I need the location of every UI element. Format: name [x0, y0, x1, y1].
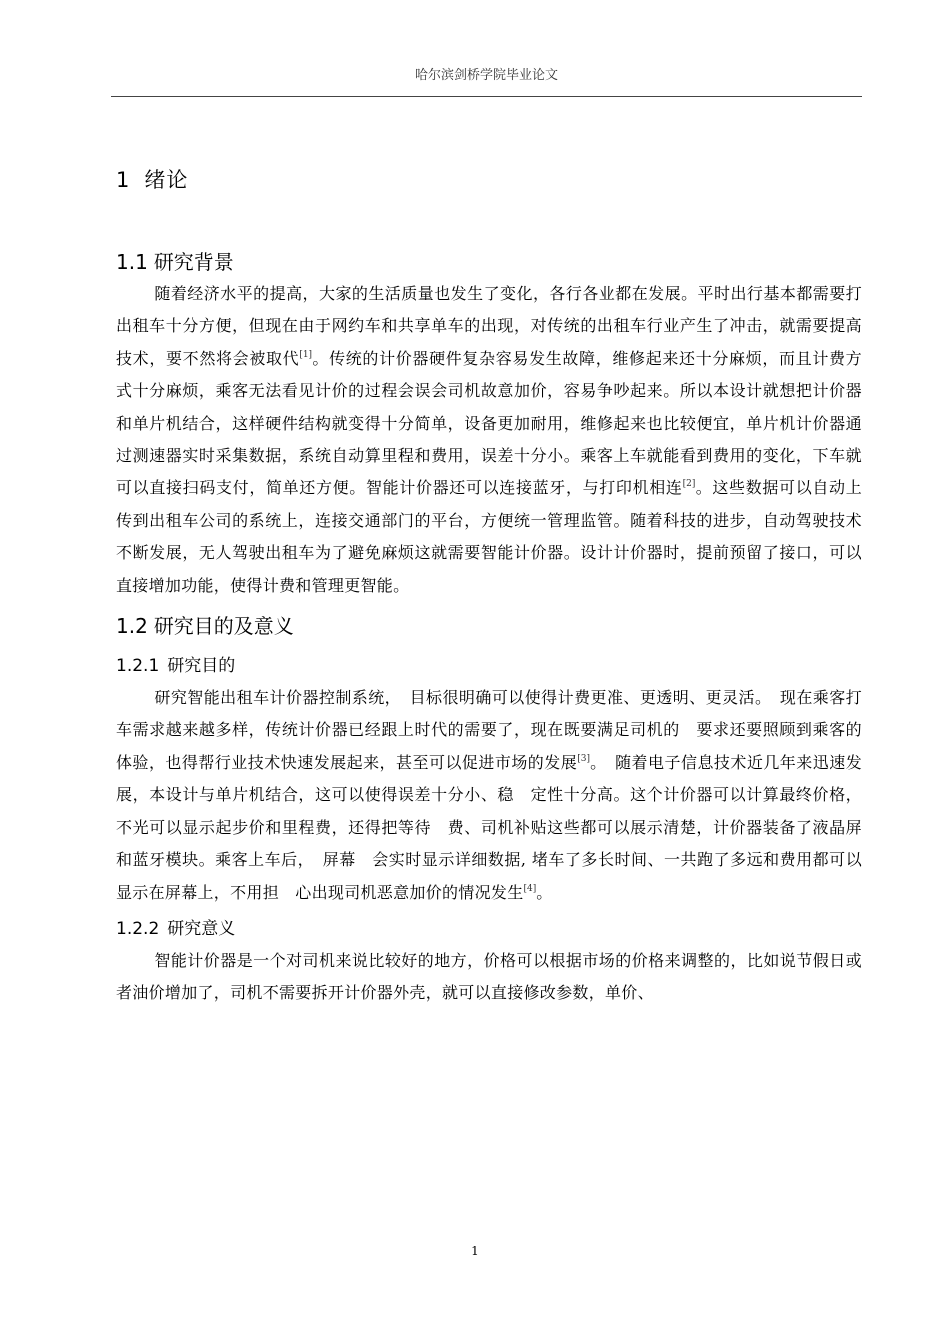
chapter-number: 1	[116, 168, 131, 192]
document-body	[116, 160, 862, 1010]
citation-2: [2]	[682, 479, 696, 490]
subsection-title: 研究目的	[167, 656, 236, 677]
paragraph-text: 。 随着电子信息技术近几年来迅速发展，本设计与单片机结合，这可以使得误差十分小、稳 定性十分高。这个计价器可以计算最终价格，不光可以显示起步价和里程费，还得把等待 费、司机补贴这些都可以展示清楚，计价器装备了液晶屏和蓝牙模块。乘客上车后， 屏幕 会实时显示详细数据, 堵车了多长时间、一共跑了多远和费用都可以显示在屏幕上，不用担 心出现司机恶意加价的情况发生	[116, 752, 862, 902]
subsection-number: 1.2.2	[116, 918, 160, 939]
page-number: 1	[471, 1244, 479, 1258]
paragraph-research-background	[116, 278, 862, 602]
paragraph-research-significance	[116, 945, 862, 1010]
subsection-heading-1-2-1	[116, 650, 862, 682]
paragraph-text: 随着经济水平的提高，大家的生活质量也发生了变化，各行各业都在发展。平时出行基本都需要打出租车十分方便，但现在由于网约车和共享单车的出现，对传统的出租车行业产生了冲击，就需要提高技术，要不然将会被取代	[116, 284, 862, 368]
paragraph-text: 研究智能出租车计价器控制系统， 目标很明确可以使得计费更准、更透明、更灵活。 现在乘客打车需求越来越多样，传统计价器已经跟上时代的需要了，现在既要满足司机的 要求还要照顾到乘客的体验，也得帮行业技术快速发展起来，甚至可以促进市场的发展	[116, 688, 862, 772]
subsection-heading-1-2-2	[116, 913, 862, 945]
citation-3: [3]	[577, 753, 590, 764]
paragraph-text: 。	[536, 882, 553, 902]
section-heading-1-1	[116, 246, 862, 278]
paragraph-text: 。这些数据可以自动上传到出租车公司的系统上，连接交通部门的平台，方便统一管理监管。随着科技的进步，自动驾驶技术不断发展，无人驾驶出租车为了避免麻烦这就需要智能计价器。设计计价器时，提前预留了接口，可以直接增加功能，使得计费和管理更智能。	[116, 478, 862, 595]
chapter-heading	[116, 160, 862, 200]
citation-4: [4]	[523, 883, 537, 894]
section-number: 1.1	[116, 250, 148, 274]
section-title: 研究目的及意义	[153, 614, 294, 639]
paragraph-text: 智能计价器是一个对司机来说比较好的地方，价格可以根据市场的价格来调整的，比如说节假日或者油价增加了，司机不需要拆开计价器外壳，就可以直接修改参数，单价、	[116, 950, 862, 1003]
paragraph-text: 。传统的计价器硬件复杂容易发生故障，维修起来还十分麻烦，而且计费方式十分麻烦，乘客无法看见计价的过程会误会司机故意加价，容易争吵起来。所以本设计就想把计价器和单片机结合，这样硬件结构就变得十分简单，设备更加耐用，维修起来也比较便宜，单片机计价器通过测速器实时采集数据，系统自动算里程和费用，误差十分小。乘客上车就能看到费用的变化，下车就可以直接扫码支付，简单还方便。智能计价器还可以连接蓝牙，与打印机相连	[116, 348, 862, 498]
subsection-title: 研究意义	[167, 918, 236, 939]
section-title: 研究背景	[153, 250, 234, 274]
section-heading-1-2	[116, 610, 862, 642]
section-number: 1.2	[116, 614, 148, 639]
header-divider	[111, 96, 862, 97]
paragraph-research-purpose	[116, 682, 862, 909]
citation-1: [1]	[299, 349, 313, 360]
subsection-number: 1.2.1	[116, 656, 160, 677]
chapter-title: 绪论	[144, 168, 189, 192]
page-header: 哈尔滨剑桥学院毕业论文	[414, 68, 558, 83]
